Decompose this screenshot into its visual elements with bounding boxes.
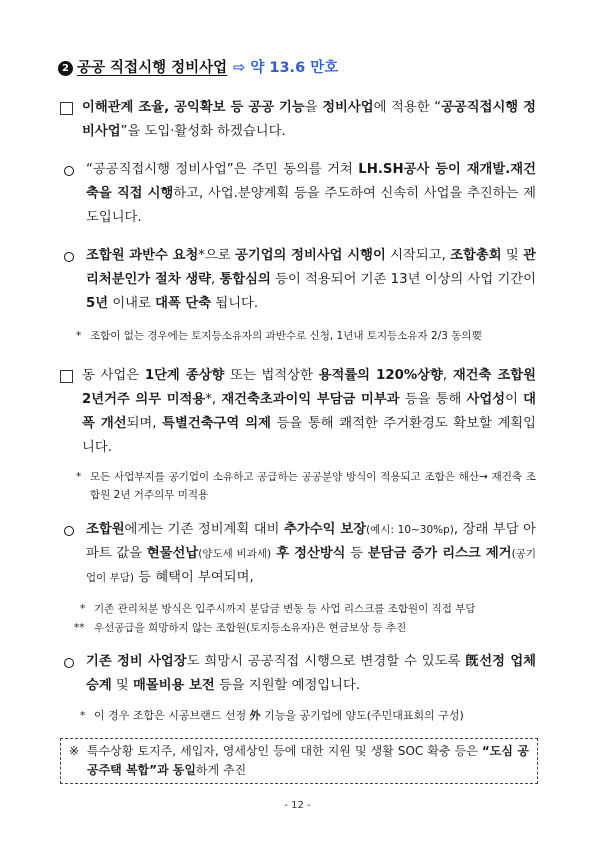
footnote-text: 모든 사업부지를 공기업이 소유하고 공급하는 공공분양 방식이 적용되고 조합은 해산→ 재건축 조합원 2년 거주의무 미적용: [90, 471, 536, 501]
text: 이 경우 조합은 시공브랜드 선정: [94, 709, 250, 722]
heading-title: 공공 직접시행 정비사업: [77, 60, 228, 76]
text: 분담금 증가 리스크 제거: [367, 546, 512, 561]
paragraph-4: [60, 364, 536, 460]
text: 등: [345, 546, 368, 561]
text: ,: [210, 272, 220, 287]
footnote-2: [76, 468, 536, 504]
text: 도 희망시 공공직접 시행으로 변경할 수 있도록: [186, 654, 466, 669]
circle-bullet-icon: [64, 166, 74, 176]
heading-number: 2: [58, 61, 73, 76]
text: *,: [205, 392, 222, 407]
text: 등을 통해 쾌적한 주거환경도 확보할 계획입니다.: [82, 416, 536, 455]
text: 및: [501, 248, 524, 263]
text: *으로: [198, 248, 235, 263]
paragraph-5: [64, 518, 536, 590]
text: 등이 적용되어 기존 13년 이상의 사업 기간이: [270, 272, 536, 287]
text: 등을 통해: [399, 392, 467, 407]
text: “도심 공공주택 복합”과 동일: [87, 744, 529, 777]
text: 및: [111, 678, 134, 693]
footnote-4: [74, 619, 536, 637]
text: 되며,: [126, 416, 163, 431]
text: 外: [249, 709, 261, 722]
text: 조합원 과반수 요청: [86, 248, 199, 263]
text: 하고, 사업.분양계획 등을 주도하여 신속히 사업을 추진하는 제도입니다.: [86, 186, 536, 225]
text: 사업성: [466, 392, 506, 407]
circle-bullet-icon: [64, 252, 74, 262]
circle-bullet-icon: [64, 526, 74, 536]
footnote-text: 기존 관리처분 방식은 입주시까지 분담금 변동 등 사업 리스크를 조합원이 직접 부담: [94, 603, 476, 615]
text: 관리처분인가 절차 생략: [86, 248, 536, 287]
footnote-3: [80, 600, 536, 618]
footnote-text: 조합이 없는 경우에는 토지등소유자의 과반수로 신청, 1년내 토지등소유자 2/3 동의要: [90, 330, 483, 342]
text: 이해관계 조율, 공익확보 등 공공 기능: [82, 100, 305, 115]
text: 조합총회: [450, 248, 502, 263]
text: 재건축 조합원 2년거주 의무 미적용: [82, 368, 536, 407]
text: 대폭 단축: [155, 296, 212, 311]
text: , 장래 부담 아파트 값을: [86, 522, 536, 561]
text: 에 적용한 “: [373, 100, 442, 115]
text: 등을 지원할 예정입니다.: [214, 678, 361, 693]
page-number: - 12 -: [284, 800, 311, 811]
text: 시작되고,: [385, 248, 451, 263]
text: 을: [304, 100, 323, 115]
text: 현물선납: [146, 546, 199, 561]
text: 旣선정 업체 승계: [86, 654, 537, 693]
text: 이내로: [108, 296, 156, 311]
text: 통합심의: [219, 272, 271, 287]
text: 하게 추진: [195, 763, 247, 777]
text: 매몰비용 보전: [133, 678, 215, 693]
footnote-marker: *: [76, 471, 82, 483]
text: 추가수익 보장: [284, 522, 367, 537]
text: 1단계 종상향: [144, 368, 225, 383]
heading-value: 약 13.6 만호: [250, 60, 339, 76]
square-bullet-icon: [60, 102, 73, 115]
text: 기능을 공기업에 양도(주민대표회의 구성): [260, 709, 464, 722]
text: 대폭 개선: [82, 392, 536, 431]
text: 됩니다.: [211, 296, 259, 311]
square-bullet-icon: [60, 370, 73, 383]
text: 이: [505, 392, 524, 407]
footnote-marker: *: [80, 710, 86, 722]
paragraph-3: [64, 244, 536, 316]
footnote-marker: **: [74, 622, 85, 634]
paragraph-6: [64, 650, 536, 698]
text: 재건축초과이익 부담금 미부과: [221, 392, 400, 407]
text: LH.SH공사 등이 재개발.재건축을 직접 시행: [86, 162, 536, 201]
note-box: [60, 738, 538, 784]
text: 등 혜택이 부여되며,: [134, 570, 254, 585]
text: ,: [442, 368, 453, 383]
text: 동 사업은: [82, 368, 145, 383]
text: ”을 도입·활성화 하겠습니다.: [120, 124, 286, 139]
text: 후 정산방식: [271, 546, 346, 561]
text: (예시: 10~30%p): [366, 524, 454, 536]
text: (공기업이 부담): [86, 548, 536, 584]
text: 에게는 기존 정비계획 대비: [124, 522, 285, 537]
text: 특수상황 토지주, 세입자, 영세상인 등에 대한 지원 및 생활 SOC 확충 등은: [87, 744, 482, 758]
text: “공공직접시행 정비사업”은 주민 동의를 거쳐: [86, 162, 359, 177]
section-heading: [58, 56, 338, 77]
note-marker: ※: [69, 744, 80, 758]
paragraph-1: [60, 96, 536, 144]
arrow-icon: ⇨: [233, 60, 246, 76]
text: 정비사업: [322, 100, 374, 115]
text: (양도세 비과세): [198, 548, 272, 560]
paragraph-2: [64, 158, 536, 230]
footnote-text: 우선공급을 희망하지 않는 조합원(토지등소유자)은 현금보상 등 추진: [94, 622, 407, 634]
text: 조합원: [86, 522, 125, 537]
text: 기존 정비 사업장: [86, 654, 187, 669]
text: 특별건축구역 의제: [162, 416, 271, 431]
footnote-1: [76, 327, 536, 345]
footnote-marker: *: [80, 603, 86, 615]
circle-bullet-icon: [64, 658, 74, 668]
text: 용적률의 120%상향: [318, 368, 443, 383]
text: 공공직접시행 정비사업: [82, 100, 536, 139]
footnote-5: [80, 707, 536, 725]
text: 5년: [86, 296, 109, 311]
text: 또는 법적상한: [224, 368, 319, 383]
text: 공기업의 정비사업 시행이: [235, 248, 386, 263]
footnote-marker: *: [76, 330, 82, 342]
